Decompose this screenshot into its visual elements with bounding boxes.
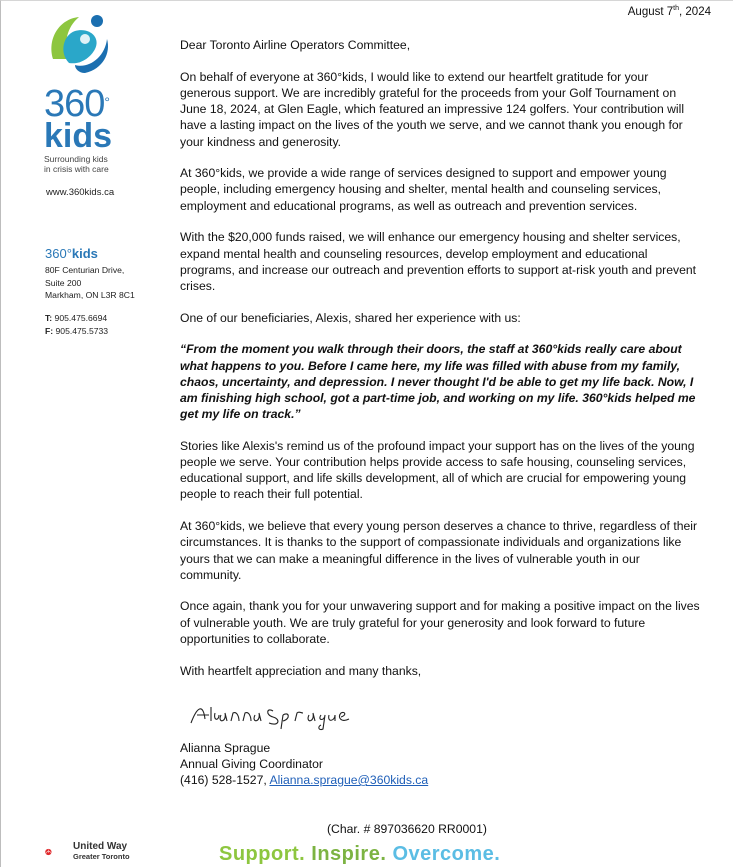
signer-email-link[interactable]: Alianna.sprague@360kids.ca: [269, 773, 429, 787]
mailing-address: 80F Centurian Drive, Suite 200 Markham, ON L3R 8C1: [45, 265, 135, 300]
slogan: Support. Inspire. Overcome.: [219, 843, 501, 865]
letter-body: [180, 37, 700, 694]
contact-numbers: T: 905.475.6694 F: 905.475.5733: [45, 313, 109, 336]
united-way-text: United Way Greater Toronto: [73, 841, 130, 861]
paragraph-5: Stories like Alexis's remind us of the profound impact your support has on the lives of the young people we serve. Your contribution helps provide access to safe housing, counseling services, educational support, and life skills development, all of which are crucial for empowering young people to reach their full potential.: [180, 438, 695, 502]
charity-number: (Char. # 897036620 RR0001): [327, 822, 487, 836]
beneficiary-quote: “From the moment you walk through their doors, the staff at 360°kids really care about what happens to you. Before I came here, my life was filled with abuse from my family, chaos, uncertainty, and depression. I never thought I'd be able to get my life back. Now, I am finishing high school, got a part-time job, and working on my life. 360°kids helped me get my life on track.”: [180, 342, 696, 422]
signer-name: Alianna Sprague: [180, 741, 271, 755]
signer-phone: (416) 528-1527,: [180, 773, 270, 787]
paragraph-6: At 360°kids, we believe that every young person deserves a chance to thrive, regardless of their circumstances. It is thanks to the support of compassionate individuals and organizations like yours that we can make a meaningful difference in the lives of vulnerable youth in our community.: [180, 519, 698, 582]
website-link[interactable]: www.360kids.ca: [46, 187, 115, 198]
paragraph-4: One of our beneficiaries, Alexis, shared her experience with us:: [180, 310, 521, 325]
paragraph-7: Once again, thank you for your unwavering support and for making a positive impact on the lives of vulnerable youth. We are truly grateful for your generosity and look forward to future opportunities to collaborate.: [180, 599, 700, 646]
handwritten-signature: [187, 699, 357, 731]
brand-wordmark: 360° kids Surrounding kids in crisis with care: [44, 83, 113, 174]
360kids-logo-icon: [45, 9, 117, 77]
greeting: Dear Toronto Airline Operators Committee,: [180, 38, 411, 52]
letter-date: August 7th, 2024: [627, 5, 711, 18]
paragraph-1: On behalf of everyone at 360°kids, I would like to extend our heartfelt gratitude for your generous support. We are incredibly grateful for the proceeds from your Golf Tournament on June 18, 2024, at Glen Eagle, which featured an impressive 124 golfers. Your contribution will have a lasting impact on the lives of the youth we serve, and we cannot thank you enough for your kindness and generosity.: [180, 69, 685, 149]
united-way-logo-icon: [45, 839, 71, 865]
signer-title: Annual Giving Coordinator: [180, 757, 323, 771]
paragraph-2: At 360°kids, we provide a wide range of services designed to support and empower young people, including emergency housing and shelter, mental health and counseling services, employment and educational programs, as well as outreach and prevention services.: [180, 166, 667, 213]
closing: With heartfelt appreciation and many thanks,: [180, 663, 422, 678]
signer-block: [180, 740, 428, 788]
paragraph-3: With the $20,000 funds raised, we will enhance our emergency housing and shelter services, expand mental health and counseling resources, develop employment and educational programs, and increase our outreach and prevention efforts to support at-risk youth and prevent crises.: [180, 230, 697, 293]
address-brand: 360°kids: [45, 246, 98, 261]
